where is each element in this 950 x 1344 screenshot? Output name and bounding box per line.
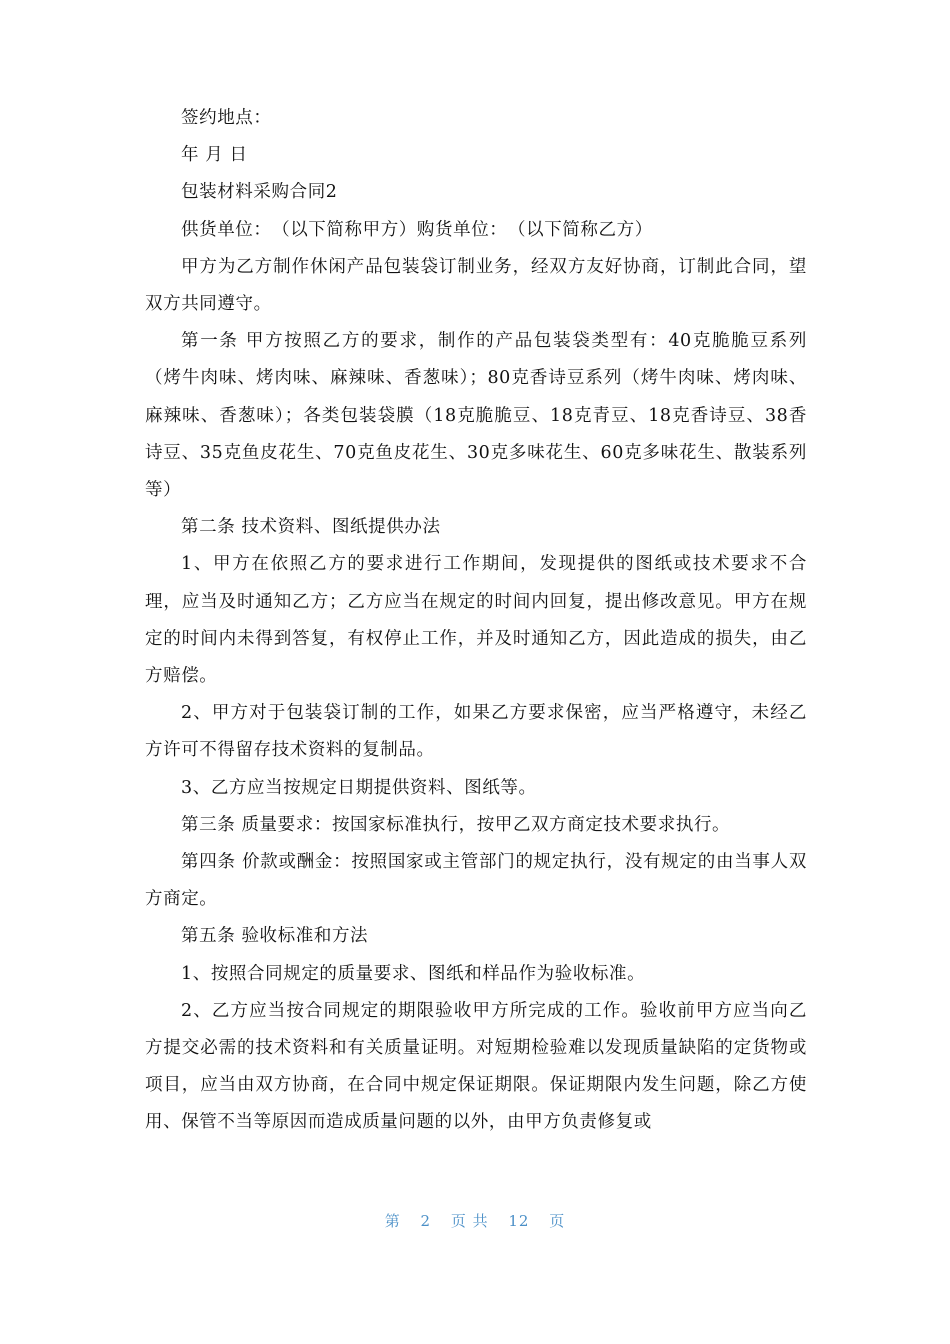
footer-label-di: 第	[384, 1212, 401, 1230]
paragraph-article-4: 第四条 价款或酬金：按照国家或主管部门的规定执行，没有规定的由当事人双方商定。	[145, 852, 807, 910]
paragraph-article-2-item-2: 2、甲方对于包装袋订制的工作，如果乙方要求保密，应当严格遵守，未经乙方许可不得留存技术资料的复制品。	[145, 703, 807, 761]
paragraph-article-5-item-1: 1、按照合同规定的质量要求、图纸和样品作为验收标准。	[181, 963, 646, 984]
document-body	[145, 100, 807, 1142]
paragraph-preamble: 甲方为乙方制作休闲产品包装袋订制业务，经双方友好协商，订制此合同，望双方共同遵守。	[145, 256, 807, 315]
paragraph-parties: 供货单位： （以下简称甲方）购货单位： （以下简称乙方）	[181, 219, 653, 240]
paragraph-article-2-item-1: 1、甲方在依照乙方的要求进行工作期间，发现提供的图纸或技术要求不合理，应当及时通知乙方；乙方应当在规定的时间内回复，提出修改意见。甲方在规定的时间内未得到答复，有权停止工作，并及时通知乙方，因此造成的损失，由乙方赔偿。	[145, 554, 807, 687]
paragraph-article-3: 第三条 质量要求：按国家标准执行，按甲乙双方商定技术要求执行。	[181, 814, 731, 835]
paragraph-contract-title: 包装材料采购合同2	[181, 182, 338, 203]
paragraph-article-5-heading: 第五条 验收标准和方法	[181, 926, 369, 947]
paragraph-signing-place: 签约地点：	[181, 108, 272, 128]
footer-label-ye: 页	[549, 1212, 566, 1230]
footer-current-page: 2	[420, 1212, 432, 1230]
paragraph-date: 年 月 日	[181, 145, 248, 166]
footer-total-pages: 12	[508, 1212, 530, 1230]
page-footer	[0, 1210, 950, 1231]
paragraph-article-1: 第一条 甲方按照乙方的要求，制作的产品包装袋类型有：40克脆脆豆系列（烤牛肉味、烤肉味、麻辣味、香葱味）；80克香诗豆系列（烤牛肉味、烤肉味、麻辣味、香葱味）；各类包装袋膜（18克脆脆豆、18克青豆、18克香诗豆、38香诗豆、35克鱼皮花生、70克鱼皮花生、30克多味花生、60克多味花生、散装系列等）	[145, 331, 807, 501]
paragraph-article-5-item-2: 2、乙方应当按合同规定的期限验收甲方所完成的工作。验收前甲方应当向乙方提交必需的技术资料和有关质量证明。对短期检验难以发现质量缺陷的定货物或项目，应当由双方协商，在合同中规定保证期限。保证期限内发生问题，除乙方使用、保管不当等原因而造成质量问题的以外，由甲方负责修复或	[145, 1000, 807, 1133]
footer-label-ye-gong: 页 共	[450, 1212, 489, 1230]
paragraph-article-2-heading: 第二条 技术资料、图纸提供办法	[181, 517, 441, 538]
paragraph-article-2-item-3: 3、乙方应当按规定日期提供资料、图纸等。	[181, 777, 537, 798]
